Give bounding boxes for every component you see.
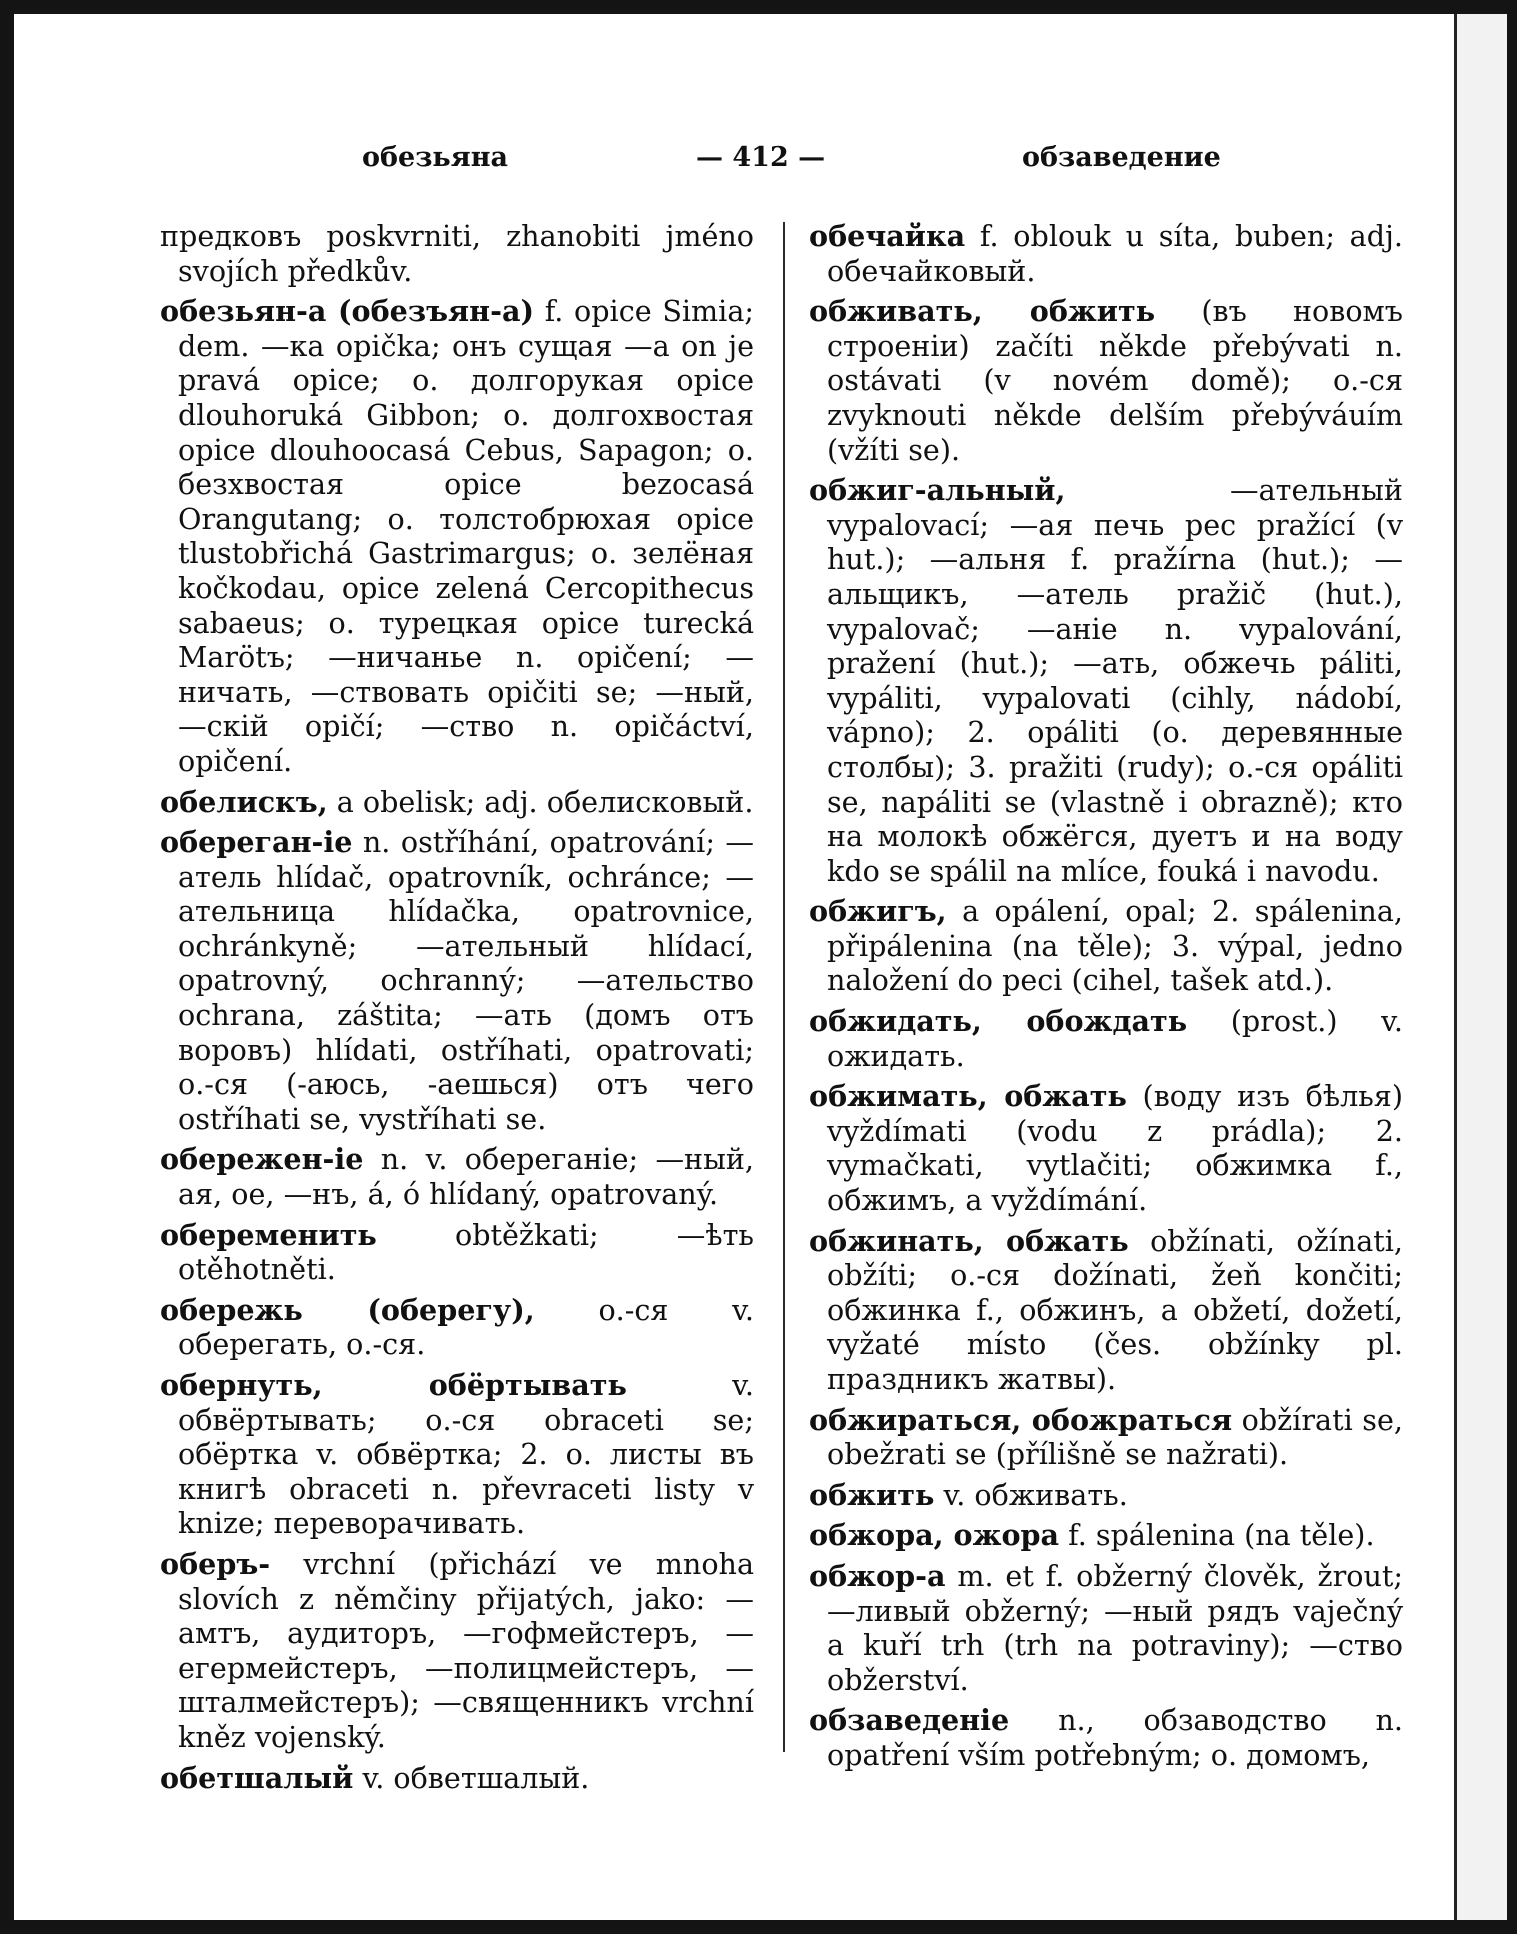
entry-text: vrchní (přichází ve mnoha slovích z němčiny přijatých, jako: —амтъ, аудиторъ, —гофмейстеръ, —егермейстеръ, —полицмейстеръ, —шталмейстеръ); —священникъ vrchní kněz vojenský.	[178, 1546, 754, 1754]
entry-headword: обелискъ,	[160, 784, 328, 819]
entry-headword: обжора, ожора	[809, 1518, 1060, 1553]
page-number: — 412 —	[696, 142, 826, 173]
entry-headword: обжить	[809, 1477, 935, 1512]
dictionary-entry	[160, 1547, 754, 1755]
entry-text: предковъ poskvrniti, zhanobiti jméno svojích předkův.	[160, 219, 754, 288]
entry-text: obžínati, ožínati, obžíti; о.-ся dožínati, žeň končiti; обжинка f., обжинъ, a obžetí, dožetí, vyžaté místo (čes. obžínky pl. праздникъ жатвы).	[827, 1223, 1403, 1396]
dictionary-entry	[809, 1703, 1403, 1772]
dictionary-entry	[809, 219, 1403, 288]
entry-headword: оберъ-	[160, 1546, 271, 1581]
column-divider	[783, 222, 785, 1752]
entry-text: f. spálenina (na těle).	[1068, 1518, 1375, 1553]
dictionary-entry	[809, 1004, 1403, 1073]
entry-headword: обжимать, обжать	[809, 1079, 1127, 1114]
entry-text: n. ostříhání, opatrování; —атель hlídač, opatrovník, ochránce; —ательница hlídačka, opatrovnice, ochránkyně; —ательный hlídací, opatrovný, ochranný; —ательство ochrana, záštita; —ать (домъ отъ воровъ) hlídati, ostříhati, opatrovati; о.-ся (-аюсь, -аешься) отъ чего ostříhati se, vystříhati se.	[178, 825, 754, 1136]
entry-text: (въ новомъ строеніи) začíti někde přebývati n. ostávati (v novém domě); о.-ся zvyknouti někde delším přebýváuím (vžíti se).	[827, 294, 1403, 467]
entry-headword: обережен-ie	[160, 1142, 364, 1177]
dictionary-entry	[160, 825, 754, 1136]
entry-text: о.-ся v. оберегать, о.-ся.	[178, 1292, 754, 1362]
dictionary-page	[14, 14, 1454, 1920]
dictionary-entry	[809, 1518, 1403, 1553]
dictionary-entry	[160, 1293, 754, 1362]
entry-text: obžírati se, obežrati se (přílišně se nažrati).	[827, 1402, 1403, 1472]
entry-headword: обжор-а	[809, 1558, 946, 1593]
entry-text: f. opice Simia; dem. —ка opička; онъ сущая —а on je pravá opice; о. долгорукая opice dlouhoruká Gibbon; о. долгохвостая opice dlouhoocasá Cebus, Sapagon; о. безхвостая opice bezocasá Orangutang; о. толстобрюхая opice tlustobřichá Gastrimargus; о. зелёная kočkodau, opice zelená Cercopithecus sabaeus; о. турецкая opice turecká Marötъ; —ничанье n. opičení; —ничать, —ствовать opičiti se; —ный, —скій opičí; —ство n. opičáctví, opičení.	[178, 294, 754, 778]
left-column	[160, 219, 754, 1801]
entry-headword: обережь (оберегу),	[160, 1292, 535, 1327]
dictionary-entry	[160, 219, 754, 288]
entry-text: n., обзаводство n. opatření vším potřebným; о. домомъ,	[827, 1703, 1404, 1772]
entry-headword: обезьян-а (обезъян-а)	[160, 294, 535, 329]
entry-headword: обечайка	[809, 219, 966, 253]
entry-headword: обжинать, обжать	[809, 1223, 1129, 1258]
dictionary-entry	[160, 1761, 754, 1796]
entry-text: a opálení, opal; 2. spálenina, připálenina (na těle); 3. výpal, jedno naložení do peci (cihel, tašek atd.).	[827, 894, 1403, 998]
entry-headword: обетшалый	[160, 1760, 354, 1795]
dictionary-entry	[160, 294, 754, 778]
entry-headword: обжиг-альный,	[809, 473, 1066, 508]
adjacent-page-edge	[1454, 14, 1507, 1920]
dictionary-entry	[160, 785, 754, 820]
entry-headword: обжигъ,	[809, 894, 947, 929]
right-guide-word: обзаведение	[1022, 142, 1221, 173]
entry-headword: обжираться, обожраться	[809, 1402, 1233, 1437]
dictionary-entry	[809, 1559, 1403, 1697]
left-guide-word: обезьяна	[362, 142, 508, 173]
entry-text: v. обживать.	[943, 1477, 1128, 1512]
entry-text: (воду изъ бѣлья) vyždímati (vodu z prádla); 2. vymačkati, vytlačiti; обжимка f., обжимъ, a vyždímání.	[827, 1079, 1404, 1218]
dictionary-entry	[809, 894, 1403, 998]
right-column	[809, 219, 1403, 1779]
dictionary-entry	[809, 473, 1403, 888]
running-head	[14, 142, 1454, 182]
dictionary-entry	[809, 294, 1403, 467]
entry-text: m. et f. obžerný člověk, žrout; —ливый obžerný; —ный рядъ vaječný a kuří trh (trh na potraviny); —ство obžerství.	[827, 1558, 1403, 1697]
dictionary-entry	[809, 1224, 1403, 1397]
dictionary-entry	[809, 1079, 1403, 1217]
entry-headword: обернуть, обёртывать	[160, 1368, 627, 1402]
dictionary-entry	[809, 1403, 1403, 1472]
dictionary-entry	[160, 1142, 754, 1211]
entry-text: f. oblouk u síta, buben; adj. обечайковый.	[827, 219, 1403, 288]
entry-headword: обзаведеніе	[809, 1703, 1010, 1738]
entry-text: v. обветшалый.	[362, 1760, 590, 1795]
entry-text: n. v. обереганie; —ный, ая, ое, —нъ, á, ó hlídaný, opatrovaný.	[178, 1142, 754, 1212]
dictionary-entry	[160, 1218, 754, 1287]
entry-text: —ательный vypalovací; —ая печь pec pražící (v hut.); —альня f. pražírna (hut.); —альщикъ, —атель pražič (hut.), vypalovač; —аніе n. vypalování, pražení (hut.); —ать, обжечь páliti, vypáliti, vypalovati (cihly, nádobí, vápno); 2. opáliti (о. деревянные столбы); 3. pražiti (rudy); о.-ся opáliti se, napáliti se (vlastně i obrazně); кто на молокѣ обжёгся, дуетъ и на воду kdo se spálil na mlíce, fouká i navodu.	[827, 473, 1403, 888]
dictionary-entry	[160, 1368, 754, 1541]
entry-headword: обеременить	[160, 1217, 377, 1252]
entry-headword: обжидать, обождать	[809, 1004, 1188, 1039]
entry-text: a obelisk; adj. обелисковый.	[336, 784, 754, 819]
dictionary-entry	[809, 1478, 1403, 1513]
entry-text: obtěžkati; —ѣть otěhotněti.	[178, 1217, 754, 1287]
entry-text: (prost.) v. ожидать.	[827, 1004, 1403, 1073]
entry-text: v. обвёртывать; о.-ся obraceti se; обёртка v. обвёртка; 2. о. листы въ книгѣ obraceti n. převraceti listy v knize; переворачивать.	[178, 1368, 754, 1541]
entry-headword: обживать, обжить	[809, 294, 1156, 329]
entry-headword: обереган-ie	[160, 825, 353, 860]
